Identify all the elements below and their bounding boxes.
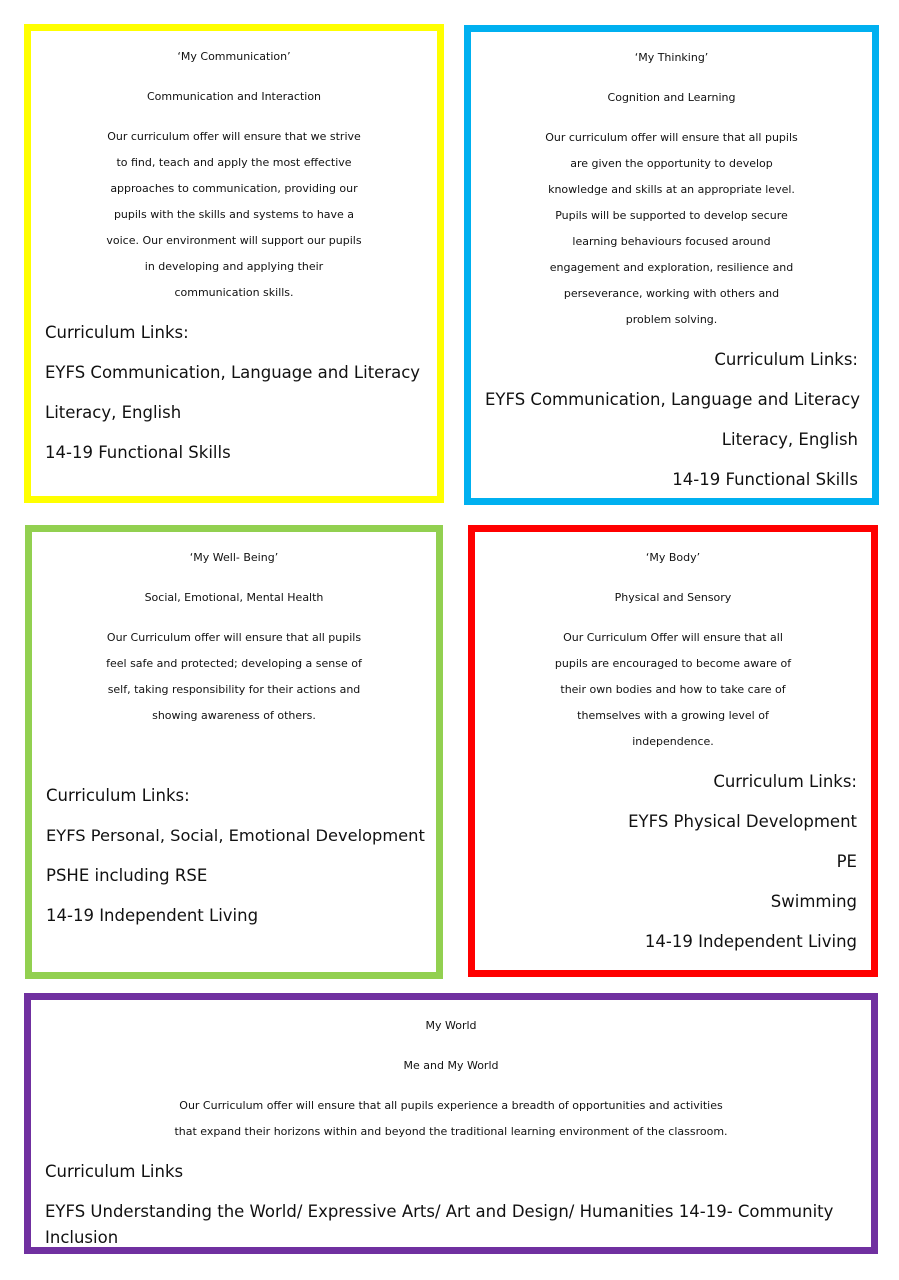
body-link: Swimming	[770, 892, 857, 911]
wellbeing-box	[25, 525, 443, 979]
body-links-heading: Curriculum Links:	[713, 772, 857, 791]
communication-body-line: in developing and applying their	[144, 260, 324, 273]
world-body-line: that expand their horizons within and beyond the traditional learning environment of the classroom.	[174, 1125, 728, 1138]
thinking-subtitle: Cognition and Learning	[607, 91, 736, 104]
thinking-body-line: Pupils will be supported to develop secure	[555, 209, 788, 222]
body-body-line: their own bodies and how to take care of	[560, 683, 786, 696]
body-box	[468, 525, 878, 977]
wellbeing-body-line: Our Curriculum offer will ensure that all pupils	[106, 631, 362, 644]
thinking-body-line: Our curriculum offer will ensure that all pupils	[545, 131, 798, 144]
body-body-line: independence.	[632, 735, 714, 748]
thinking-title: ‘My Thinking’	[634, 51, 709, 64]
body-body-line: Our Curriculum Offer will ensure that all	[563, 631, 783, 644]
communication-body-line: pupils with the skills and systems to have a	[113, 208, 355, 221]
thinking-link: Literacy, English	[721, 430, 858, 449]
thinking-link: EYFS Communication, Language and Literacy	[485, 390, 861, 409]
thinking-box	[464, 25, 879, 505]
thinking-body-line: knowledge and skills at an appropriate level.	[548, 183, 795, 196]
thinking-links-heading: Curriculum Links:	[714, 350, 858, 369]
world-link: Inclusion	[45, 1228, 119, 1247]
thinking-body-line: engagement and exploration, resilience and	[549, 261, 794, 274]
communication-body-line: voice. Our environment will support our pupils	[106, 234, 362, 247]
wellbeing-link: PSHE including RSE	[46, 866, 208, 885]
body-subtitle: Physical and Sensory	[614, 591, 732, 604]
body-title: ‘My Body’	[645, 551, 701, 564]
world-box	[24, 993, 878, 1254]
communication-link: 14-19 Functional Skills	[45, 443, 231, 462]
communication-body-line: communication skills.	[174, 286, 294, 299]
body-body-line: pupils are encouraged to become aware of	[554, 657, 792, 670]
wellbeing-body-line: self, taking responsibility for their actions and	[107, 683, 361, 696]
communication-links-heading: Curriculum Links:	[45, 323, 189, 342]
wellbeing-body-line: showing awareness of others.	[152, 709, 316, 722]
world-subtitle: Me and My World	[403, 1059, 499, 1072]
wellbeing-body-line: feel safe and protected; developing a sense of	[106, 657, 362, 670]
communication-box	[24, 24, 444, 503]
world-title: My World	[425, 1019, 477, 1032]
body-link: EYFS Physical Development	[628, 812, 857, 831]
wellbeing-title: ‘My Well- Being’	[189, 551, 279, 564]
communication-body-line: Our curriculum offer will ensure that we strive	[107, 130, 361, 143]
body-body-line: themselves with a growing level of	[577, 709, 769, 722]
communication-title: ‘My Communication’	[177, 50, 291, 63]
thinking-link: 14-19 Functional Skills	[672, 470, 858, 489]
thinking-body-line: learning behaviours focused around	[572, 235, 771, 248]
world-links-heading: Curriculum Links	[45, 1162, 184, 1181]
communication-link: Literacy, English	[45, 403, 182, 422]
world-link: EYFS Understanding the World/ Expressive Arts/ Art and Design/ Humanities 14-19- Community	[45, 1202, 834, 1221]
wellbeing-link: 14-19 Independent Living	[46, 906, 259, 925]
communication-body-line: to find, teach and apply the most effective	[116, 156, 352, 169]
thinking-body-line: are given the opportunity to develop	[570, 157, 773, 170]
communication-body-line: approaches to communication, providing our	[110, 182, 358, 195]
body-link: PE	[836, 852, 857, 871]
body-link: 14-19 Independent Living	[644, 932, 857, 951]
thinking-body-line: perseverance, working with others and	[563, 287, 780, 300]
world-body-line: Our Curriculum offer will ensure that all pupils experience a breadth of opportunities and activities	[179, 1099, 723, 1112]
wellbeing-links-heading: Curriculum Links:	[46, 786, 190, 805]
communication-subtitle: Communication and Interaction	[146, 90, 322, 103]
wellbeing-link: EYFS Personal, Social, Emotional Development	[46, 826, 425, 845]
communication-link: EYFS Communication, Language and Literacy	[45, 363, 421, 382]
wellbeing-subtitle: Social, Emotional, Mental Health	[144, 591, 324, 604]
thinking-body-line: problem solving.	[625, 313, 718, 326]
